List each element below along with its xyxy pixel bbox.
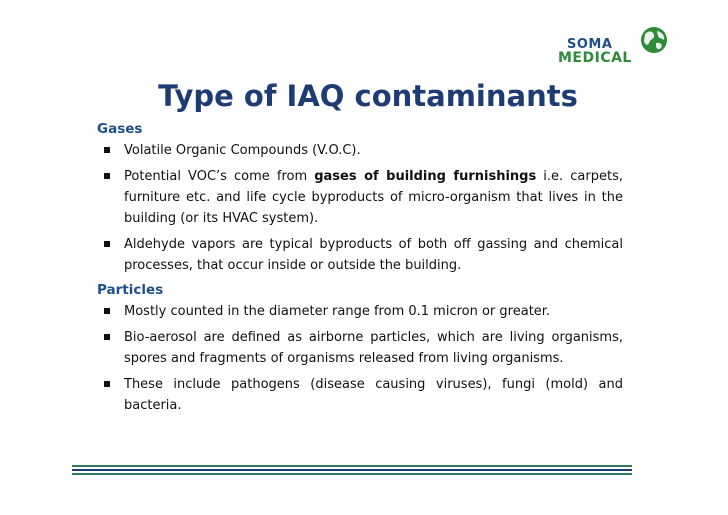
square-bullet-icon (104, 308, 110, 314)
particles-list (97, 301, 623, 416)
list-item: These include pathogens (disease causing viruses), fungi (mold) and bacteria. (97, 374, 623, 416)
footer-line (72, 473, 632, 475)
emphasis-text: gases of building furnishings (314, 169, 537, 184)
slide-title: Type of IAQ contaminants (158, 79, 578, 113)
square-bullet-icon (104, 173, 110, 179)
square-bullet-icon (104, 381, 110, 387)
soma-medical-logo (555, 25, 673, 71)
list-item: Aldehyde vapors are typical byproducts of both off gassing and chemical processes, that occur inside or outside the building. (97, 234, 623, 276)
square-bullet-icon (104, 241, 110, 247)
globe-icon (639, 25, 669, 55)
logo-text-medical: MEDICAL (558, 50, 632, 66)
footer-divider (72, 465, 632, 479)
slide-body (97, 118, 623, 418)
square-bullet-icon (104, 147, 110, 153)
list-item: Bio-aerosol are defined as airborne particles, which are living organisms, spores and fragments of organisms released from living organisms. (97, 327, 623, 369)
footer-line (72, 465, 632, 467)
logo-text-soma: SOMA (567, 37, 613, 52)
footer-line (72, 469, 632, 471)
list-item: Mostly counted in the diameter range from 0.1 micron or greater. (97, 301, 623, 322)
list-item: Volatile Organic Compounds (V.O.C). (97, 140, 623, 161)
list-item: Potential VOC’s come from gases of building furnishings i.e. carpets, furniture etc. and life cycle byproducts of micro-organism that lives in the building (or its HVAC system). (97, 166, 623, 229)
gases-list (97, 140, 623, 276)
section-heading-gases: Gases (97, 121, 143, 137)
section-heading-particles: Particles (97, 282, 164, 298)
square-bullet-icon (104, 334, 110, 340)
